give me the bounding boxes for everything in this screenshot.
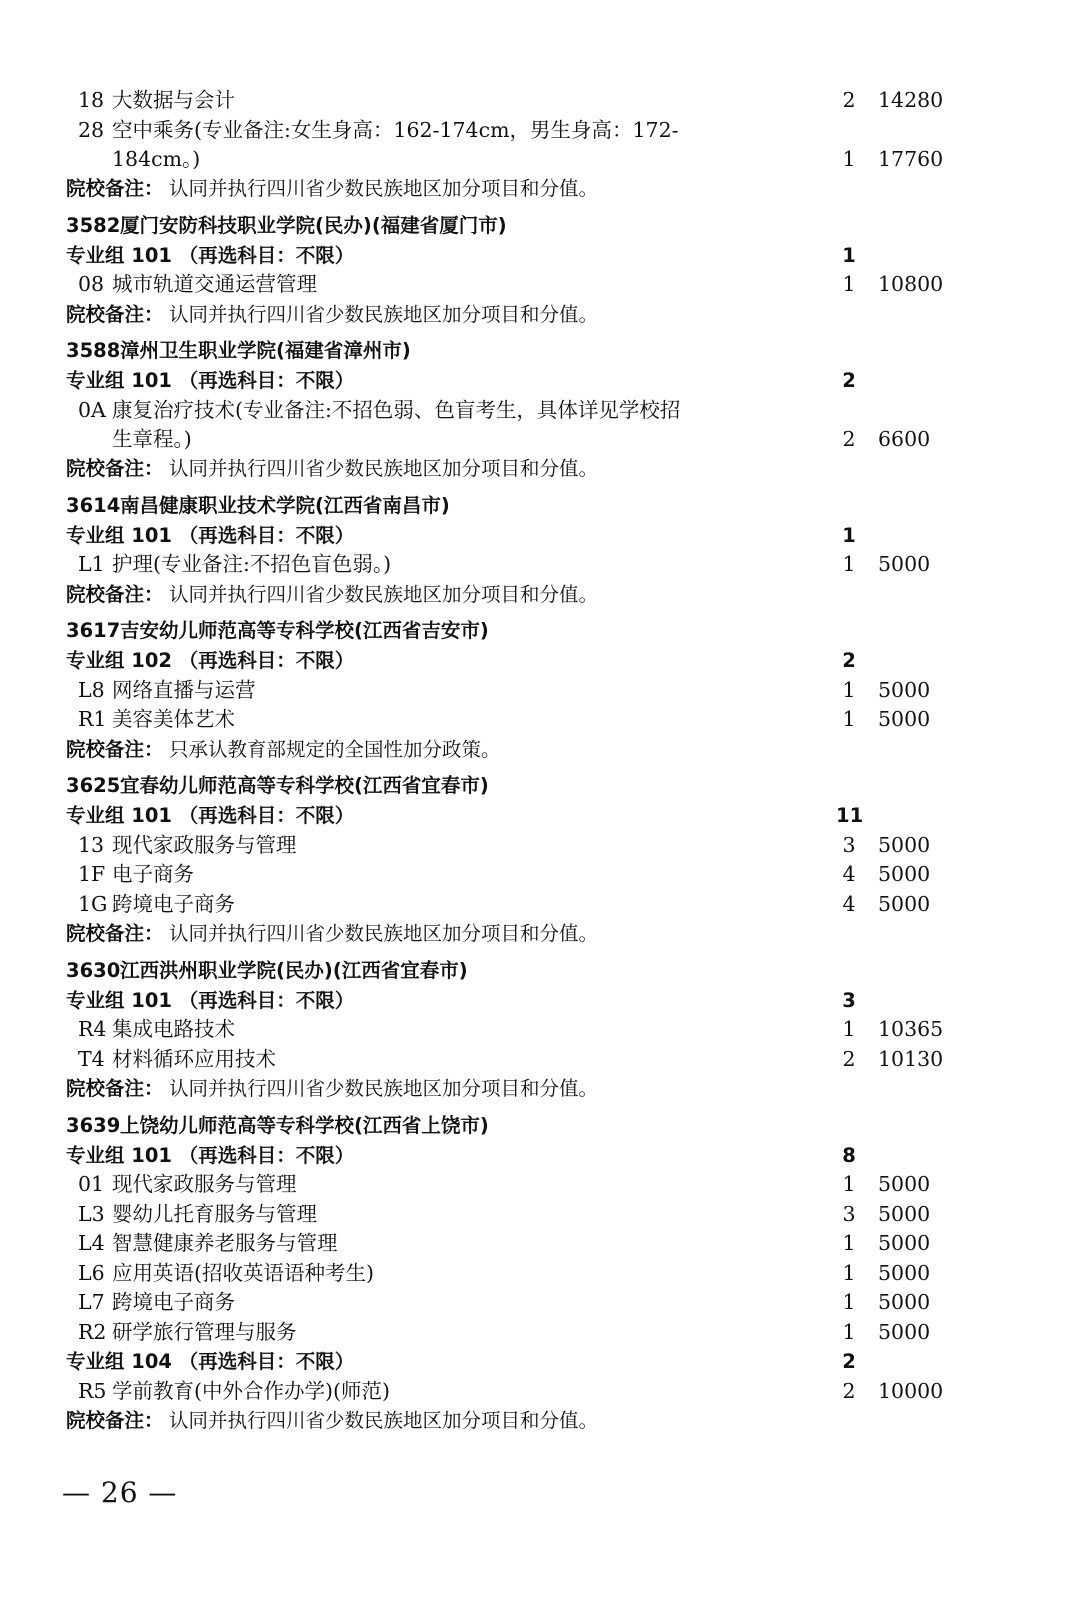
school-note <box>66 300 1026 330</box>
school-code: 3582 <box>66 213 121 237</box>
school-code: 3639 <box>66 1113 121 1137</box>
group-plan-count: 11 <box>836 804 864 827</box>
major-name: 现代家政服务与管理 <box>112 1172 297 1196</box>
school-code: 3588 <box>66 339 121 362</box>
school-note-text: 认同并执行四川省少数民族地区加分项目和分值。 <box>169 922 599 945</box>
school-header <box>66 211 1026 241</box>
major-code: 1F <box>78 862 106 886</box>
major-row <box>66 116 1026 145</box>
major-name: 电子商务 <box>112 862 194 886</box>
major-row <box>66 1259 1026 1289</box>
major-group-label: 专业组 104 （再选科目：不限） <box>66 1350 355 1373</box>
major-row <box>66 831 1026 861</box>
major-name: 材料循环应用技术 <box>112 1046 276 1071</box>
major-row <box>66 860 1026 890</box>
major-name: 跨境电子商务 <box>112 891 235 916</box>
major-tuition: 10130 <box>878 1046 944 1071</box>
school-note <box>66 580 1026 610</box>
page-number: — 26 — <box>62 1476 178 1509</box>
school-note <box>66 454 1026 484</box>
school-note <box>66 735 1026 765</box>
school-note-text: 认同并执行四川省少数民族地区加分项目和分值。 <box>169 1077 599 1100</box>
major-name: 大数据与会计 <box>112 88 235 112</box>
major-code: 01 <box>78 1172 105 1196</box>
admission-plan-list <box>66 86 1026 1436</box>
major-name: 集成电路技术 <box>112 1017 235 1041</box>
school-note <box>66 174 1026 204</box>
major-name: 跨境电子商务 <box>112 1290 235 1314</box>
major-row <box>66 396 1026 425</box>
major-code: L6 <box>78 1260 105 1285</box>
major-code: 18 <box>78 88 105 112</box>
major-tuition: 14280 <box>878 88 944 112</box>
major-row <box>66 1200 1026 1230</box>
major-plan-count: 1 <box>842 272 856 296</box>
major-code: 13 <box>78 832 105 857</box>
school-note-label: 院校备注： <box>66 1409 164 1432</box>
major-name: 学前教育(中外合作办学)(师范) <box>112 1378 390 1403</box>
school-code: 3625 <box>66 774 121 797</box>
major-row <box>66 890 1026 920</box>
major-code: L8 <box>78 677 105 702</box>
major-code: 28 <box>78 117 105 142</box>
section-gap <box>66 484 1026 491</box>
major-tuition: 17760 <box>878 146 944 171</box>
major-row <box>66 1288 1026 1318</box>
group-plan-count: 1 <box>842 523 856 547</box>
major-plan-count: 4 <box>842 862 856 886</box>
major-plan-count: 1 <box>842 1319 856 1344</box>
major-plan-count: 1 <box>842 1017 856 1041</box>
major-tuition: 5000 <box>878 1201 931 1226</box>
major-code: R1 <box>78 707 107 731</box>
major-code: L7 <box>78 1290 105 1314</box>
major-code: T4 <box>78 1046 105 1071</box>
major-tuition: 5000 <box>878 1319 931 1344</box>
major-row <box>66 1015 1026 1045</box>
school-note-label: 院校备注： <box>66 922 164 945</box>
major-plan-count: 1 <box>842 552 856 576</box>
major-tuition: 5000 <box>878 552 931 576</box>
major-name-continued: 184cm。) <box>112 146 201 171</box>
group-plan-count: 2 <box>842 1350 856 1373</box>
school-header <box>66 616 1026 646</box>
school-note-text: 认同并执行四川省少数民族地区加分项目和分值。 <box>169 582 599 606</box>
major-plan-count: 1 <box>842 146 856 171</box>
group-plan-count: 1 <box>842 243 856 267</box>
section-gap <box>66 204 1026 211</box>
major-row-continued <box>66 145 1026 175</box>
major-group-label: 专业组 101 （再选科目：不限） <box>66 523 355 547</box>
major-row <box>66 705 1026 735</box>
major-group-label: 专业组 101 （再选科目：不限） <box>66 1143 355 1167</box>
school-name: 江西洪州职业学院(民办)(江西省宜春市) <box>120 958 468 982</box>
group-plan-count: 2 <box>842 649 856 672</box>
major-row <box>66 1229 1026 1259</box>
school-note-text: 认同并执行四川省少数民族地区加分项目和分值。 <box>169 177 599 200</box>
major-group-header <box>66 646 1026 676</box>
major-plan-count: 2 <box>842 1378 856 1403</box>
school-header <box>66 956 1026 986</box>
major-row-continued <box>66 425 1026 455</box>
section-gap <box>66 949 1026 956</box>
major-code: R2 <box>78 1319 107 1344</box>
major-tuition: 5000 <box>878 1290 931 1314</box>
major-group-label: 专业组 101 （再选科目：不限） <box>66 243 355 267</box>
major-group-header <box>66 241 1026 271</box>
major-plan-count: 1 <box>842 677 856 702</box>
major-plan-count: 3 <box>842 832 856 857</box>
major-plan-count: 3 <box>842 1201 856 1226</box>
school-note-label: 院校备注： <box>66 1077 164 1100</box>
school-note-label: 院校备注： <box>66 457 164 480</box>
school-note-text: 认同并执行四川省少数民族地区加分项目和分值。 <box>169 1409 599 1432</box>
school-note <box>66 1074 1026 1104</box>
major-tuition: 5000 <box>878 891 931 916</box>
school-header <box>66 491 1026 521</box>
school-header <box>66 336 1026 366</box>
major-tuition: 6600 <box>878 426 931 451</box>
major-tuition: 5000 <box>878 862 931 886</box>
major-name: 美容美体艺术 <box>112 707 235 731</box>
major-plan-count: 1 <box>842 1260 856 1285</box>
school-name: 吉安幼儿师范高等专科学校(江西省吉安市) <box>120 619 489 642</box>
major-row <box>66 270 1026 300</box>
major-code: 08 <box>78 272 105 296</box>
major-name: 护理(专业备注:不招色盲色弱。) <box>112 552 392 576</box>
major-tuition: 5000 <box>878 1231 931 1255</box>
major-plan-count: 2 <box>842 88 856 112</box>
major-row <box>66 676 1026 706</box>
major-group-label: 专业组 101 （再选科目：不限） <box>66 804 355 827</box>
major-group-header <box>66 366 1026 396</box>
school-code: 3617 <box>66 619 121 642</box>
major-tuition: 5000 <box>878 677 931 702</box>
major-tuition: 5000 <box>878 1260 931 1285</box>
school-header <box>66 1111 1026 1141</box>
major-plan-count: 1 <box>842 707 856 731</box>
major-name: 康复治疗技术(专业备注:不招色弱、色盲考生，具体详见学校招 <box>112 397 681 422</box>
major-code: L1 <box>78 552 105 576</box>
major-group-header <box>66 1347 1026 1377</box>
major-code: R5 <box>78 1378 107 1403</box>
major-name-continued: 生章程。) <box>112 426 192 451</box>
section-gap <box>66 1104 1026 1111</box>
major-plan-count: 2 <box>842 1046 856 1071</box>
major-tuition: 5000 <box>878 832 931 857</box>
group-plan-count: 3 <box>842 988 856 1012</box>
school-note-label: 院校备注： <box>66 582 164 606</box>
major-tuition: 10365 <box>878 1017 944 1041</box>
major-name: 空中乘务(专业备注:女生身高：162-174cm，男生身高：172- <box>112 117 679 142</box>
school-code: 3614 <box>66 493 121 517</box>
major-group-label: 专业组 102 （再选科目：不限） <box>66 649 355 672</box>
school-name: 宜春幼儿师范高等专科学校(江西省宜春市) <box>120 774 489 797</box>
major-group-header <box>66 986 1026 1016</box>
major-tuition: 5000 <box>878 707 931 731</box>
school-note <box>66 1406 1026 1436</box>
major-plan-count: 2 <box>842 426 856 451</box>
major-name: 现代家政服务与管理 <box>112 832 297 857</box>
major-code: L4 <box>78 1231 105 1255</box>
school-note-text: 认同并执行四川省少数民族地区加分项目和分值。 <box>169 302 599 326</box>
school-note-label: 院校备注： <box>66 737 164 761</box>
major-name: 应用英语(招收英语语种考生) <box>112 1260 374 1285</box>
major-row <box>66 1377 1026 1407</box>
school-name: 上饶幼儿师范高等专科学校(江西省上饶市) <box>120 1113 489 1137</box>
school-note-text: 只承认教育部规定的全国性加分政策。 <box>169 737 501 761</box>
major-name: 网络直播与运营 <box>112 677 256 702</box>
major-group-label: 专业组 101 （再选科目：不限） <box>66 369 355 392</box>
section-gap <box>66 764 1026 771</box>
school-code: 3630 <box>66 958 121 982</box>
major-name: 城市轨道交通运营管理 <box>112 272 317 296</box>
major-tuition: 10000 <box>878 1378 944 1403</box>
major-row <box>66 1170 1026 1200</box>
major-plan-count: 4 <box>842 891 856 916</box>
group-plan-count: 2 <box>842 369 856 392</box>
group-plan-count: 8 <box>842 1143 856 1167</box>
school-note <box>66 919 1026 949</box>
major-group-header <box>66 801 1026 831</box>
major-group-header <box>66 1141 1026 1171</box>
section-gap <box>66 609 1026 616</box>
major-code: L3 <box>78 1201 105 1226</box>
major-plan-count: 1 <box>842 1172 856 1196</box>
major-row <box>66 1318 1026 1348</box>
major-code: R4 <box>78 1017 107 1041</box>
major-row <box>66 86 1026 116</box>
school-name: 南昌健康职业技术学院(江西省南昌市) <box>120 493 450 517</box>
major-name: 婴幼儿托育服务与管理 <box>112 1201 317 1226</box>
major-row <box>66 550 1026 580</box>
school-header <box>66 771 1026 801</box>
school-note-text: 认同并执行四川省少数民族地区加分项目和分值。 <box>169 457 599 480</box>
school-note-label: 院校备注： <box>66 302 164 326</box>
major-name: 研学旅行管理与服务 <box>112 1319 297 1344</box>
major-name: 智慧健康养老服务与管理 <box>112 1231 338 1255</box>
major-row <box>66 1045 1026 1075</box>
school-note-label: 院校备注： <box>66 177 164 200</box>
major-plan-count: 1 <box>842 1290 856 1314</box>
school-name: 漳州卫生职业学院(福建省漳州市) <box>120 339 411 362</box>
major-tuition: 5000 <box>878 1172 931 1196</box>
major-code: 1G <box>78 891 108 916</box>
major-group-label: 专业组 101 （再选科目：不限） <box>66 988 355 1012</box>
school-name: 厦门安防科技职业学院(民办)(福建省厦门市) <box>120 213 507 237</box>
major-tuition: 10800 <box>878 272 944 296</box>
major-code: 0A <box>78 397 106 422</box>
major-plan-count: 1 <box>842 1231 856 1255</box>
major-group-header <box>66 521 1026 551</box>
section-gap <box>66 329 1026 336</box>
